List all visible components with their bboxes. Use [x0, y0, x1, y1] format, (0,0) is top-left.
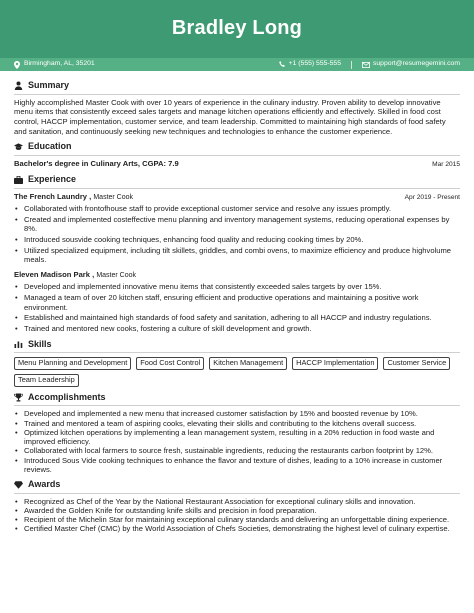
section-title: Experience: [28, 174, 77, 185]
experience-section: [14, 174, 460, 333]
list-item: • Introduced Sous Vide cooking techniques to enhance the flavor and texture of dishes, leading to a 10% increase in customer reviews.: [14, 456, 460, 475]
list-item: • Collaborated with frontofhouse staff to provide exceptional customer service and resolve any issues promptly.: [14, 204, 460, 214]
list-item: • Recipient of the Michelin Star for maintaining exceptional culinary standards and delivering an unforgettable dining experience.: [14, 515, 460, 524]
skill-tag: Team Leadership: [14, 374, 79, 387]
skills-list: [14, 356, 460, 387]
education-date: Mar 2015: [432, 160, 460, 168]
skill-tag: Kitchen Management: [209, 357, 287, 370]
briefcase-icon: [14, 176, 23, 185]
email-text: support@resumegemini.com: [373, 60, 460, 68]
education-entry: [14, 159, 460, 169]
employer: The French Laundry ,: [14, 191, 92, 201]
list-item: • Certified Master Chef (CMC) by the World Association of Chefs Societies, demonstrating the highest level of culinary expertise.: [14, 524, 460, 533]
list-item: • Optimized kitchen operations by implementing a lean management system, resulting in a 20% reduction in food waste and improved efficiency.: [14, 428, 460, 447]
list-item: • Developed and implemented innovative menu items that consistently exceeded sales targets by over 15%.: [14, 282, 460, 292]
list-item: • Managed a team of over 20 kitchen staff, ensuring efficient and productive operations and maintaining a positive work environment.: [14, 293, 460, 312]
skill-tag: Menu Planning and Development: [14, 357, 131, 370]
section-heading: [14, 174, 460, 189]
skill-tag: Customer Service: [383, 357, 450, 370]
section-title: Education: [28, 141, 72, 152]
section-title: Summary: [28, 80, 70, 90]
list-item: • Established and maintained high standards of food safety and sanitation, adhering to all HACCP and industry regulations.: [14, 313, 460, 323]
section-title: Awards: [28, 479, 61, 490]
section-heading: [14, 80, 460, 95]
summary-section: [14, 80, 460, 136]
resume-header: [0, 0, 474, 58]
accomplishments-section: [14, 392, 460, 474]
employer: Eleven Madison Park ,: [14, 270, 95, 280]
trophy-icon: [14, 393, 23, 402]
section-title: Skills: [28, 338, 52, 349]
location-pin-icon: [14, 61, 20, 69]
skills-section: [14, 339, 460, 387]
list-item: • Recognized as Chef of the Year by the National Restaurant Association for exceptional culinary skills and innovation.: [14, 497, 460, 506]
phone-text: +1 (555) 555-555: [288, 60, 341, 68]
summary-text: Highly accomplished Master Cook with over 10 years of experience in the culinary industry. Proven ability to develop innovative menu items that consistently exceed sales targets and manage kitchen operations efficiently and effectively. Skilled in food cost control, HACCP implementation, customer service, and team leadership. Committed to maintaining high standards of food safety and sanitation, and continuously seeking new techniques and technologies to enhance the customer experience.: [14, 97, 446, 136]
list-item: • Created and implemented costeffective menu planning and inventory management systems, reducing operational expenses by 8%.: [14, 215, 460, 234]
section-heading: [14, 141, 460, 156]
list-item: • Trained and mentored new cooks, fostering a culture of skill development and growth.: [14, 324, 460, 334]
job-bullets: [14, 204, 460, 265]
candidate-name: Bradley Long: [171, 17, 303, 40]
job-title: Master Cook: [96, 272, 136, 280]
section-heading: [14, 339, 460, 354]
list-item: • Awarded the Golden Knife for outstanding knife skills and precision in food preparation.: [14, 506, 460, 515]
phone-icon: [279, 61, 286, 68]
list-item: • Collaborated with local farmers to source fresh, sustainable ingredients, reducing the restaurants carbon footprint by 12%.: [14, 446, 460, 455]
job-entry: [14, 270, 460, 334]
list-item: • Utilized specialized equipment, including tilt skillets, griddles, and combi ovens, to maximize efficiency and produce highvolume meals.: [14, 246, 460, 265]
awards-section: [14, 479, 460, 534]
location: [14, 60, 279, 69]
job-bullets: [14, 282, 460, 334]
degree: Bachelor's degree in Culinary Arts, CGPA: 7.9: [14, 158, 179, 168]
section-heading: [14, 479, 460, 494]
location-text: Birmingham, AL, 35201: [24, 60, 95, 68]
email-icon: [362, 62, 370, 68]
phone[interactable]: [279, 60, 341, 69]
bar-chart-icon: [14, 340, 23, 349]
list-item: • Introduced sousvide cooking techniques, enhancing food quality and reducing cooking times by 20%.: [14, 235, 460, 245]
divider: [351, 61, 352, 69]
education-section: [14, 141, 460, 169]
graduation-cap-icon: [14, 143, 23, 152]
job-entry: [14, 192, 460, 265]
awards-list: [14, 497, 460, 534]
person-icon: [14, 81, 23, 90]
diamond-icon: [14, 480, 23, 489]
list-item: • Developed and implemented a new menu that increased customer satisfaction by 15% and boosted revenue by 10%.: [14, 409, 460, 418]
list-item: • Trained and mentored a team of aspiring cooks, elevating their skills and contributing to the kitchens overall success.: [14, 419, 460, 428]
email[interactable]: [362, 60, 460, 69]
accomplishments-list: [14, 409, 460, 474]
job-title: Master Cook: [93, 193, 134, 201]
skill-tag: HACCP Implementation: [292, 357, 378, 370]
section-heading: [14, 392, 460, 407]
skill-tag: Food Cost Control: [136, 357, 204, 370]
section-title: Accomplishments: [28, 391, 106, 402]
job-date: Apr 2019 - Present: [404, 193, 460, 201]
contact-bar: [0, 58, 474, 71]
